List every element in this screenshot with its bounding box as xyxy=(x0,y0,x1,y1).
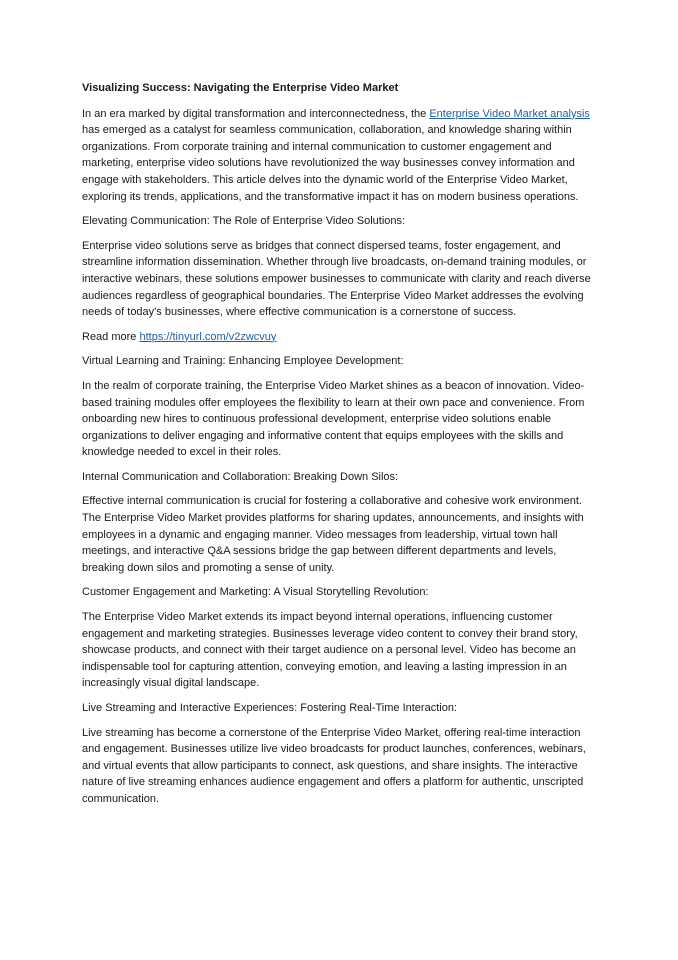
section-body-internal-communication: Effective internal communication is crucial for fostering a collaborative and cohesive work environment. The Enterprise Video Market provides platforms for sharing updates, announcements, and insights with employees in a dynamic and engaging manner. Video messages from leadership, virtual town hall meetings, and interactive Q&A sessions bridge the gap between different departments and levels, breaking down silos and promoting a sense of unity. xyxy=(82,495,584,574)
read-more-line xyxy=(82,329,594,346)
intro-text-before-link: In an era marked by digital transformation and interconnectedness, the xyxy=(82,107,430,120)
intro-text-after-link: has emerged as a catalyst for seamless communication, collaboration, and knowledge sharing within organizations. From corporate training and internal communication to customer engagement and marketing, enterprise video solutions have revolutionized the way businesses convey information and engage with stakeholders. This article delves into the dynamic world of the Enterprise Video Market, exploring its trends, applications, and the transformative impact it has on modern business operations. xyxy=(82,124,579,203)
section-body-live-streaming: Live streaming has become a cornerstone of the Enterprise Video Market, offering real-time interaction and engagement. Businesses utilize live video broadcasts for product launches, conferences, webinars, and virtual events that allow participants to connect, ask questions, and share insights. The interactive nature of live streaming enhances audience engagement and offers a platform for authentic, unscripted communication. xyxy=(82,726,586,805)
section-heading-training: Virtual Learning and Training: Enhancing Employee Development: xyxy=(82,355,404,368)
section-body-customer-engagement: The Enterprise Video Market extends its impact beyond internal operations, influencing customer engagement and marketing strategies. Businesses leverage video content to convey their brand story, showcase products, and connect with their target audience on a personal level. Video has become an indispensable tool for capturing attention, conveying emotion, and leaving a lasting impression in an increasingly visual digital landscape. xyxy=(82,611,578,690)
market-analysis-link[interactable]: Enterprise Video Market analysis xyxy=(429,107,590,120)
read-more-label: Read more xyxy=(82,330,140,343)
document-title: Visualizing Success: Navigating the Enterprise Video Market xyxy=(82,82,399,94)
section-body-training: In the realm of corporate training, the Enterprise Video Market shines as a beacon of innovation. Video-based training modules offer employees the flexibility to learn at their own pace and convenience. From onboarding new hires to continuous professional development, enterprise video solutions enable organizations to deliver engaging and informative content that equips employees with the skills and knowledge needed to excel in their roles. xyxy=(82,379,585,459)
section-heading-live-streaming: Live Streaming and Interactive Experiences: Fostering Real-Time Interaction: xyxy=(82,702,457,714)
section-heading-customer-engagement: Customer Engagement and Marketing: A Visual Storytelling Revolution: xyxy=(82,586,429,599)
intro-paragraph xyxy=(82,106,594,206)
read-more-link[interactable]: https://tinyurl.com/v2zwcvuy xyxy=(139,330,277,343)
section-body-communication: Enterprise video solutions serve as bridges that connect dispersed teams, foster engagement, and streamline information dissemination. Whether through live broadcasts, on-demand training modules, or interactive webinars, these solutions empower businesses to communicate with clarity and reach diverse audiences regardless of geographical boundaries. The Enterprise Video Market addresses the evolving needs of today's businesses, where effective communication is a cornerstone of success. xyxy=(82,239,591,319)
document-page xyxy=(82,80,594,816)
section-heading-communication: Elevating Communication: The Role of Enterprise Video Solutions: xyxy=(82,215,406,228)
section-heading-internal-communication: Internal Communication and Collaboration: Breaking Down Silos: xyxy=(82,470,399,483)
